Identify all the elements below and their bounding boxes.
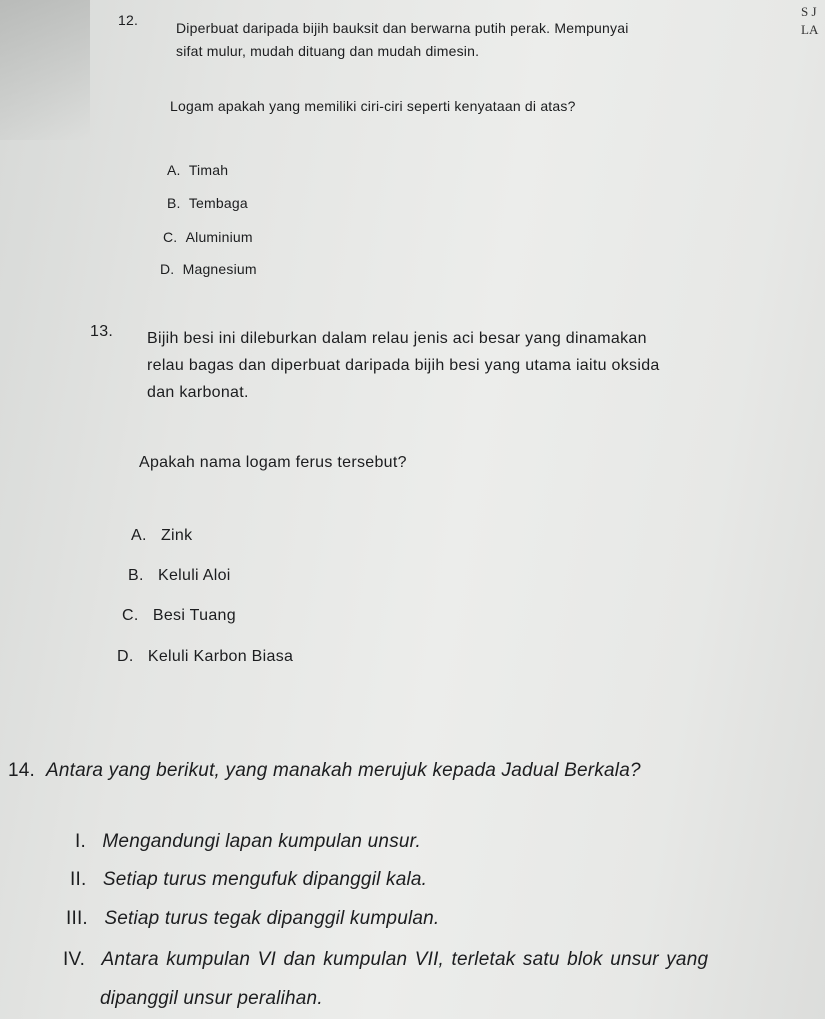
option-letter: B.	[167, 195, 181, 211]
question-prompt: Antara yang berikut, yang manakah merujuk kepada Jadual Berkala?	[45, 760, 641, 781]
option-letter: C.	[163, 229, 178, 245]
page-shadow	[0, 0, 90, 140]
statement-text: Mengandungi lapan kumpulan unsur.	[102, 831, 421, 852]
option-text: Tembaga	[188, 195, 248, 211]
question-number: 13.	[90, 323, 114, 340]
option-text: Magnesium	[182, 261, 257, 277]
option-text: Keluli Karbon Biasa	[147, 648, 294, 665]
option-b	[167, 195, 248, 211]
question-number: 12.	[118, 12, 139, 28]
statement-3	[66, 908, 439, 930]
option-letter: D.	[117, 648, 134, 665]
statement-roman: I.	[75, 831, 86, 852]
corner-mark-top: S J	[801, 4, 817, 19]
statement-text: dipanggil unsur peralihan.	[100, 988, 323, 1009]
statement-4-continuation	[100, 988, 323, 1010]
option-text: Besi Tuang	[152, 607, 236, 624]
statement-1	[75, 831, 421, 853]
option-a	[131, 527, 192, 545]
option-letter: D.	[160, 261, 175, 277]
question-stem-line: Diperbuat daripada bijih bauksit dan berwarna putih perak. Mempunyai	[176, 20, 629, 36]
statement-roman: II.	[70, 869, 87, 890]
question-number: 14.	[8, 760, 36, 781]
statement-text: Setiap turus mengufuk dipanggil kala.	[102, 869, 428, 890]
statement-roman: III.	[66, 908, 88, 929]
question-stem-line: Bijih besi ini dileburkan dalam relau jenis aci besar yang dinamakan	[147, 330, 647, 347]
question-prompt: Apakah nama logam ferus tersebut?	[139, 454, 407, 471]
statement-2	[70, 869, 427, 891]
option-c	[163, 229, 253, 245]
statement-text: Setiap turus tegak dipanggil kumpulan.	[104, 908, 440, 929]
question-prompt: Logam apakah yang memiliki ciri-ciri seperti kenyataan di atas?	[170, 98, 576, 114]
statement-text: Antara kumpulan VI dan kumpulan VII, terletak satu blok unsur yang	[101, 949, 709, 970]
option-d	[117, 648, 293, 666]
corner-mark-bottom: LA	[801, 22, 819, 37]
statement-4	[63, 949, 708, 971]
option-a	[167, 162, 228, 178]
option-c	[122, 607, 236, 625]
option-text: Keluli Aloi	[157, 567, 231, 584]
option-letter: B.	[128, 567, 144, 584]
option-text: Aluminium	[185, 229, 253, 245]
question-stem-line: relau bagas dan diperbuat daripada bijih besi yang utama iaitu oksida	[147, 357, 660, 374]
option-text: Timah	[188, 162, 229, 178]
question-stem-line: sifat mulur, mudah dituang dan mudah dimesin.	[176, 43, 480, 59]
option-b	[128, 567, 231, 585]
option-d	[160, 261, 257, 277]
question-line	[8, 760, 641, 782]
option-letter: A.	[131, 527, 147, 544]
statement-roman: IV.	[63, 949, 86, 970]
option-letter: C.	[122, 607, 139, 624]
option-letter: A.	[167, 162, 181, 178]
question-stem-line: dan karbonat.	[147, 384, 249, 401]
option-text: Zink	[160, 527, 193, 544]
